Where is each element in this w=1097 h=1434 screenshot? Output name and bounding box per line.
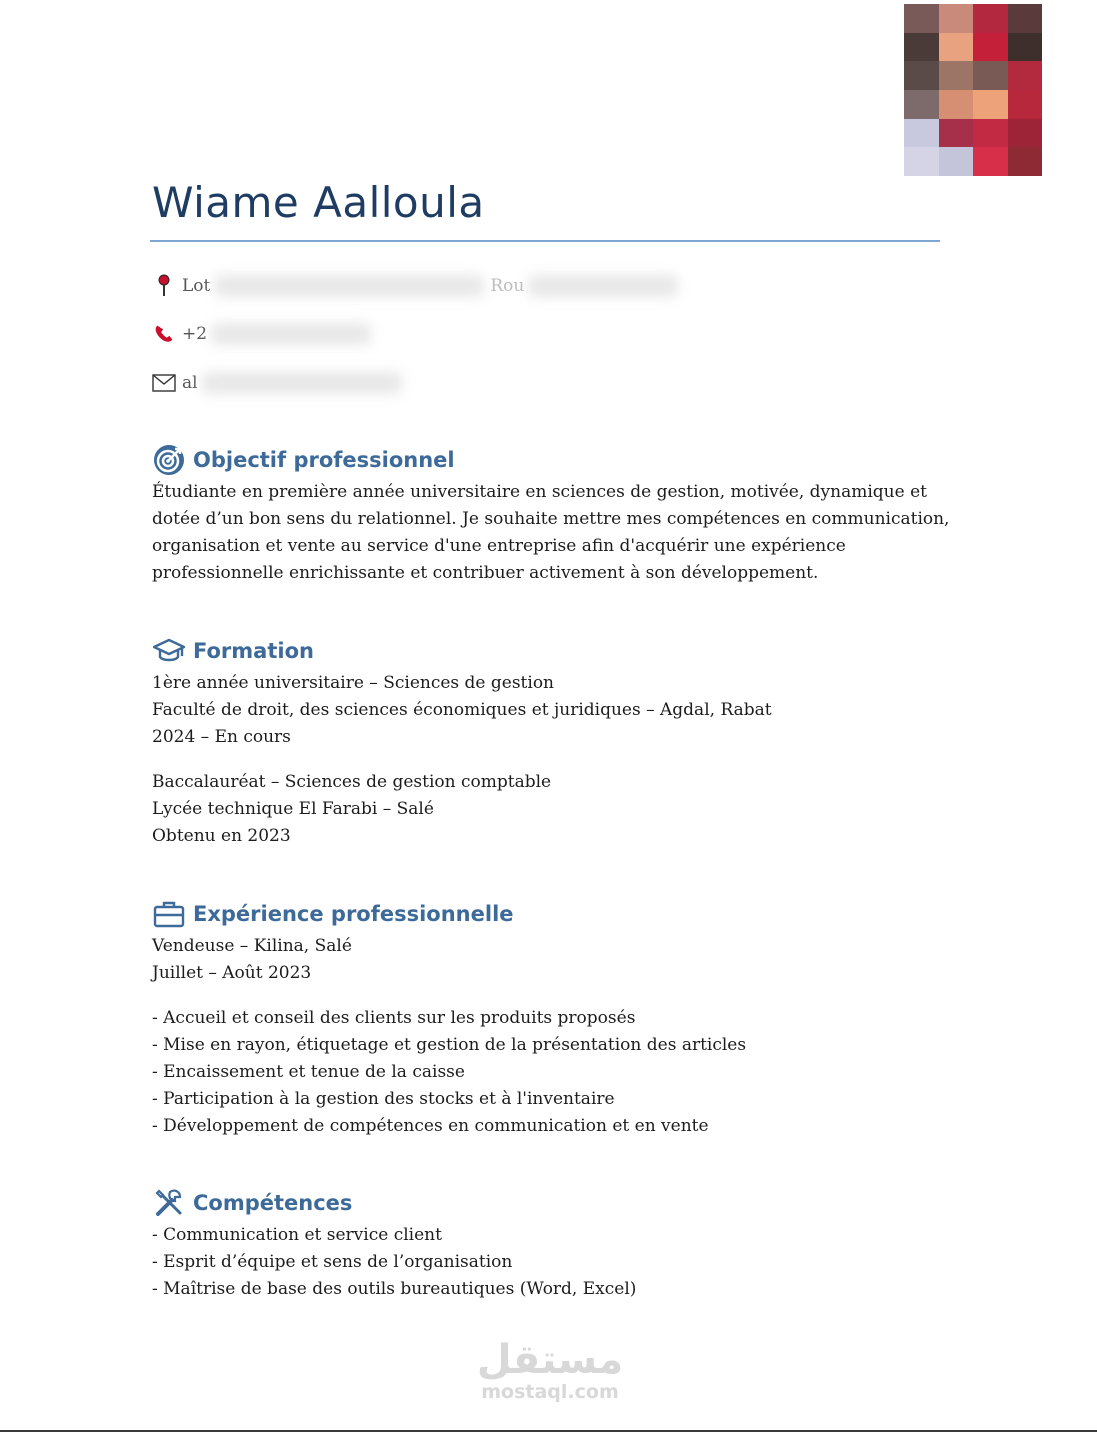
address-redaction bbox=[214, 275, 484, 297]
competences-list bbox=[152, 1222, 952, 1303]
formation-school: Lycée technique El Farabi – Salé bbox=[152, 799, 434, 819]
list-item: - Maîtrise de base des outils bureautiques (Word, Excel) bbox=[152, 1279, 637, 1299]
list-item: - Mise en rayon, étiquetage et gestion de la présentation des articles bbox=[152, 1035, 747, 1055]
section-experience-title bbox=[152, 898, 514, 930]
section-formation-label: Formation bbox=[193, 639, 314, 663]
formation-degree: Baccalauréat – Sciences de gestion comptable bbox=[152, 772, 552, 792]
section-competences-title bbox=[152, 1187, 352, 1219]
formation-school: Faculté de droit, des sciences économiques et juridiques – Agdal, Rabat bbox=[152, 700, 772, 720]
tools-icon bbox=[152, 1187, 186, 1219]
map-pin-icon bbox=[152, 274, 176, 298]
mostaql-watermark bbox=[470, 1338, 630, 1402]
phone-icon bbox=[152, 322, 176, 346]
phone-text: +2 bbox=[182, 324, 208, 344]
list-item: - Participation à la gestion des stocks et à l'inventaire bbox=[152, 1089, 615, 1109]
experience-date: Juillet – Août 2023 bbox=[152, 963, 312, 983]
list-item: - Accueil et conseil des clients sur les produits proposés bbox=[152, 1008, 636, 1028]
objectif-paragraph bbox=[152, 479, 952, 587]
envelope-icon bbox=[152, 371, 176, 395]
watermark-latin: mostaql.com bbox=[481, 1381, 619, 1403]
target-icon bbox=[152, 444, 186, 476]
address-redaction-2 bbox=[528, 275, 678, 297]
section-formation-title bbox=[152, 635, 314, 667]
list-item: - Encaissement et tenue de la caisse bbox=[152, 1062, 465, 1082]
objectif-line: dotée d’un bon sens du relationnel. Je souhaite mettre mes compétences en communication, bbox=[152, 509, 950, 529]
list-item: - Développement de compétences en communication et en vente bbox=[152, 1116, 709, 1136]
formation-entry bbox=[152, 670, 952, 751]
address-text: Lot bbox=[182, 276, 211, 296]
name-divider bbox=[150, 240, 940, 242]
formation-date: Obtenu en 2023 bbox=[152, 826, 291, 846]
briefcase-icon bbox=[152, 898, 186, 930]
section-experience-label: Expérience professionnelle bbox=[193, 902, 514, 926]
email-text: al bbox=[182, 373, 198, 393]
candidate-name: Wiame Aalloula bbox=[152, 178, 485, 227]
formation-entry bbox=[152, 769, 952, 850]
experience-tasks bbox=[152, 1005, 952, 1140]
profile-photo bbox=[904, 4, 1042, 176]
list-item: - Communication et service client bbox=[152, 1225, 442, 1245]
objectif-line: professionnelle enrichissante et contribuer activement à son développement. bbox=[152, 563, 819, 583]
page-bottom-border bbox=[0, 1430, 1097, 1432]
section-objectif-title bbox=[152, 444, 455, 476]
section-competences-label: Compétences bbox=[193, 1191, 353, 1215]
experience-header bbox=[152, 933, 952, 987]
list-item: - Esprit d’équipe et sens de l’organisation bbox=[152, 1252, 513, 1272]
formation-degree: 1ère année universitaire – Sciences de gestion bbox=[152, 673, 554, 693]
contact-phone bbox=[152, 322, 371, 346]
contact-email bbox=[152, 371, 402, 395]
address-text-2: Rou bbox=[490, 276, 525, 296]
section-objectif-label: Objectif professionnel bbox=[193, 448, 455, 472]
experience-role: Vendeuse – Kilina, Salé bbox=[152, 936, 352, 956]
email-redaction bbox=[202, 372, 402, 394]
contact-address bbox=[152, 274, 678, 298]
graduation-cap-icon bbox=[152, 635, 186, 667]
watermark-arabic: مستقل bbox=[476, 1337, 624, 1383]
phone-redaction bbox=[211, 323, 371, 345]
formation-date: 2024 – En cours bbox=[152, 727, 291, 747]
objectif-line: Étudiante en première année universitaire en sciences de gestion, motivée, dynamique et bbox=[152, 482, 927, 502]
objectif-line: organisation et vente au service d'une entreprise afin d'acquérir une expérience bbox=[152, 536, 846, 556]
